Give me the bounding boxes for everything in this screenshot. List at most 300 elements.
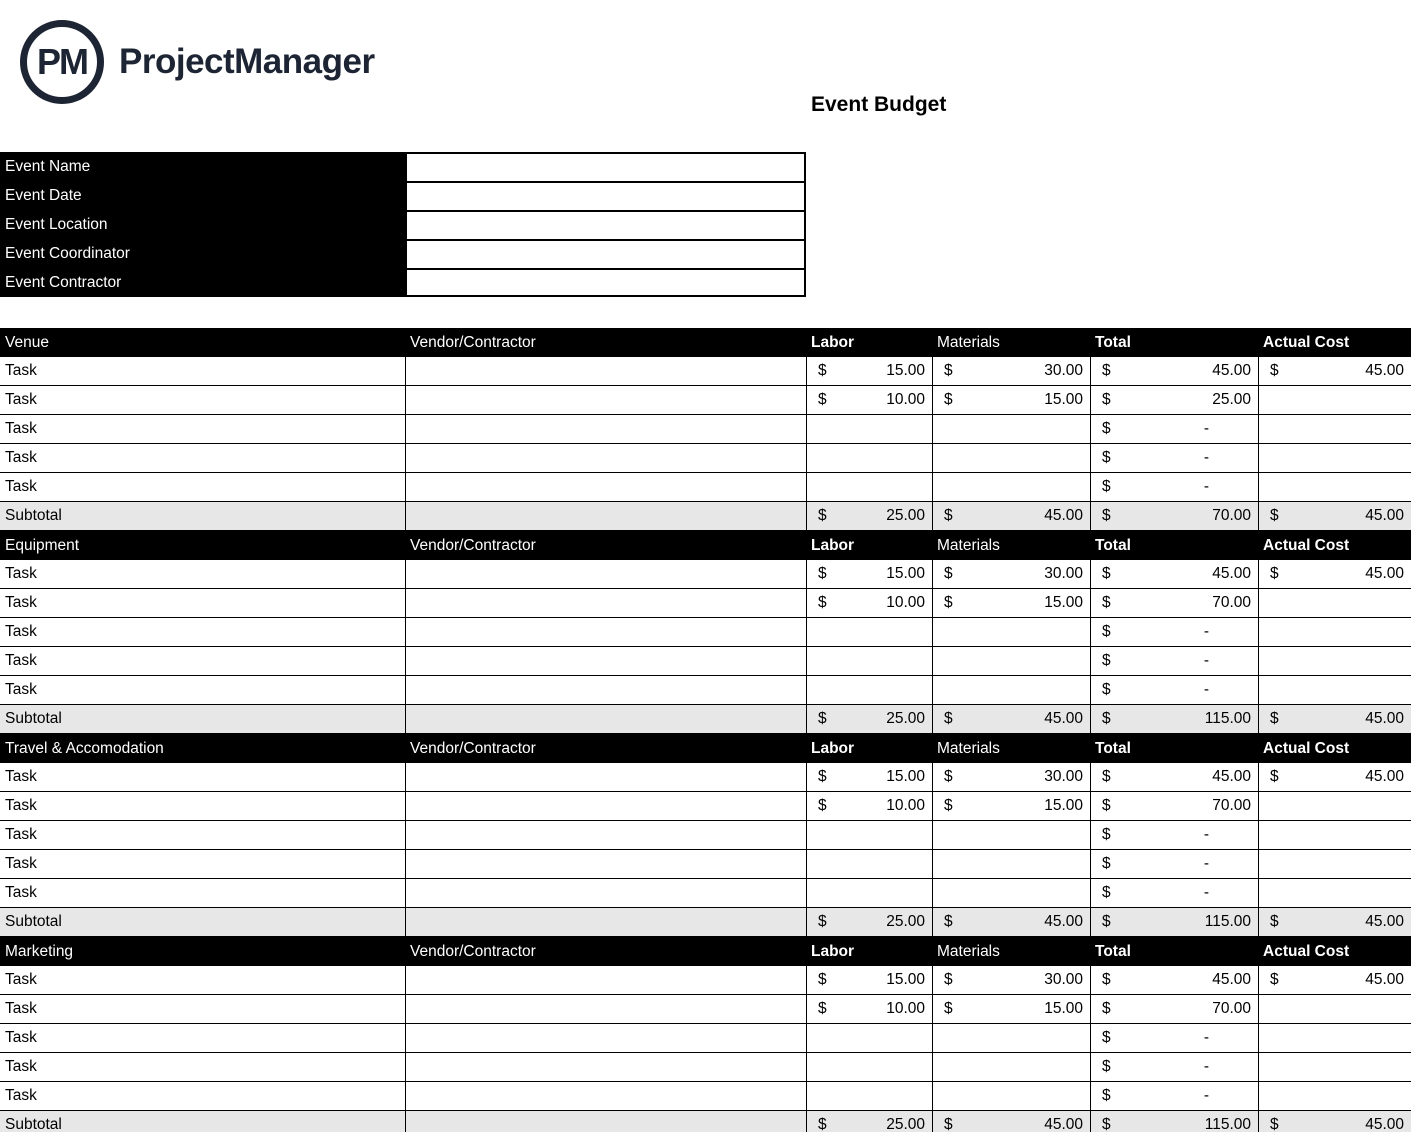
column-header-materials: Materials — [937, 537, 1000, 554]
materials-cell[interactable] — [932, 589, 1090, 618]
actual-cost-cell[interactable] — [1258, 415, 1411, 444]
total-cell[interactable] — [1090, 1053, 1258, 1082]
amount-value: - — [1203, 1087, 1209, 1104]
column-header-total: Total — [1095, 740, 1131, 757]
amount-value: 115.00 — [1204, 1116, 1251, 1132]
labor-cell[interactable] — [806, 386, 932, 415]
task-label-cell[interactable]: Task — [0, 473, 405, 502]
event-info-input[interactable] — [405, 239, 806, 268]
currency-symbol: $ — [1102, 565, 1111, 582]
amount-value: 45.00 — [1365, 362, 1404, 379]
currency-symbol: $ — [944, 594, 953, 611]
amount-value: 15.00 — [886, 971, 925, 988]
task-row — [0, 647, 1411, 676]
vendor-cell[interactable] — [405, 763, 806, 792]
section-title: Marketing — [5, 943, 74, 960]
vendor-cell[interactable] — [405, 1082, 806, 1111]
budget-table — [0, 328, 1411, 1132]
labor-cell[interactable] — [806, 444, 932, 473]
amount-value: 10.00 — [886, 594, 925, 611]
total-cell[interactable] — [1090, 473, 1258, 502]
materials-cell[interactable] — [932, 879, 1090, 908]
subtotal-label-cell: Subtotal — [0, 705, 405, 734]
currency-symbol: $ — [1102, 623, 1111, 640]
column-header-vendor: Vendor/Contractor — [410, 334, 536, 351]
amount-value: 30.00 — [1044, 362, 1083, 379]
amount-value: 15.00 — [1044, 1000, 1083, 1017]
event-info-row — [0, 152, 806, 181]
currency-symbol: $ — [1270, 362, 1279, 379]
task-label-cell[interactable]: Task — [0, 386, 405, 415]
labor-cell[interactable] — [806, 879, 932, 908]
amount-value: - — [1203, 681, 1209, 698]
currency-symbol: $ — [1102, 710, 1111, 727]
event-info-row — [0, 268, 806, 297]
currency-symbol: $ — [944, 797, 953, 814]
task-label-cell[interactable]: Task — [0, 995, 405, 1024]
amount-value: - — [1203, 623, 1209, 640]
actual-cost-cell[interactable] — [1258, 357, 1411, 386]
total-cell[interactable] — [1090, 560, 1258, 589]
labor-cell[interactable] — [806, 618, 932, 647]
actual-cost-cell[interactable] — [1258, 676, 1411, 705]
amount-value: 45.00 — [1212, 768, 1251, 785]
actual-cost-cell[interactable] — [1258, 1082, 1411, 1111]
task-label-cell[interactable]: Task — [0, 966, 405, 995]
currency-symbol: $ — [818, 565, 827, 582]
task-row — [0, 1082, 1411, 1111]
labor-cell[interactable] — [806, 763, 932, 792]
amount-value: - — [1203, 884, 1209, 901]
column-header-actual-cost: Actual Cost — [1263, 537, 1350, 554]
vendor-cell[interactable] — [405, 850, 806, 879]
amount-value: 30.00 — [1044, 971, 1083, 988]
materials-cell[interactable] — [932, 386, 1090, 415]
vendor-cell[interactable] — [405, 589, 806, 618]
materials-cell[interactable] — [932, 618, 1090, 647]
materials-cell[interactable] — [932, 357, 1090, 386]
task-row — [0, 415, 1411, 444]
task-label-cell[interactable]: Task — [0, 357, 405, 386]
task-label-cell[interactable]: Task — [0, 589, 405, 618]
total-cell[interactable] — [1090, 618, 1258, 647]
currency-symbol: $ — [818, 1116, 827, 1132]
subtotal-vendor-cell — [405, 502, 806, 531]
currency-symbol: $ — [1102, 1087, 1111, 1104]
currency-symbol: $ — [818, 710, 827, 727]
amount-value: 15.00 — [1044, 391, 1083, 408]
materials-cell[interactable] — [932, 415, 1090, 444]
amount-value: 45.00 — [1212, 971, 1251, 988]
materials-cell[interactable] — [932, 473, 1090, 502]
task-row — [0, 618, 1411, 647]
task-row — [0, 473, 1411, 502]
event-info-table — [0, 152, 806, 297]
vendor-cell[interactable] — [405, 415, 806, 444]
actual-cost-cell[interactable] — [1258, 792, 1411, 821]
total-cell[interactable] — [1090, 966, 1258, 995]
column-header-vendor: Vendor/Contractor — [410, 740, 536, 757]
labor-cell[interactable] — [806, 1053, 932, 1082]
subtotal-label-cell: Subtotal — [0, 502, 405, 531]
currency-symbol: $ — [1102, 681, 1111, 698]
amount-value: 115.00 — [1204, 710, 1251, 727]
currency-symbol: $ — [1102, 884, 1111, 901]
amount-value: 115.00 — [1204, 913, 1251, 930]
subtotal-row — [0, 1111, 1411, 1132]
labor-cell[interactable] — [806, 589, 932, 618]
vendor-cell[interactable] — [405, 1053, 806, 1082]
actual-cost-cell[interactable] — [1258, 647, 1411, 676]
actual-cost-cell[interactable] — [1258, 1053, 1411, 1082]
amount-value: 10.00 — [886, 797, 925, 814]
currency-symbol: $ — [818, 971, 827, 988]
labor-cell[interactable] — [806, 676, 932, 705]
event-info-row — [0, 210, 806, 239]
vendor-cell[interactable] — [405, 444, 806, 473]
column-header-actual-cost: Actual Cost — [1263, 334, 1350, 351]
currency-symbol: $ — [1270, 768, 1279, 785]
amount-value: 25.00 — [886, 913, 925, 930]
subtotal-row — [0, 705, 1411, 734]
labor-cell[interactable] — [806, 966, 932, 995]
currency-symbol: $ — [1270, 507, 1279, 524]
amount-value: 25.00 — [886, 710, 925, 727]
materials-cell[interactable] — [932, 444, 1090, 473]
event-info-row — [0, 239, 806, 268]
amount-value: 15.00 — [886, 768, 925, 785]
vendor-cell[interactable] — [405, 473, 806, 502]
amount-value: 45.00 — [1365, 507, 1404, 524]
amount-value: - — [1203, 1029, 1209, 1046]
task-row — [0, 676, 1411, 705]
actual-cost-cell[interactable] — [1258, 995, 1411, 1024]
subtotal-actual-cost-cell[interactable] — [1258, 908, 1411, 937]
currency-symbol: $ — [944, 565, 953, 582]
total-cell[interactable] — [1090, 386, 1258, 415]
task-row — [0, 1024, 1411, 1053]
labor-cell[interactable] — [806, 560, 932, 589]
subtotal-materials-cell[interactable] — [932, 502, 1090, 531]
labor-cell[interactable] — [806, 647, 932, 676]
currency-symbol: $ — [1102, 826, 1111, 843]
materials-cell[interactable] — [932, 850, 1090, 879]
column-header-labor: Labor — [811, 740, 855, 757]
amount-value: - — [1203, 449, 1209, 466]
total-cell[interactable] — [1090, 879, 1258, 908]
task-row — [0, 589, 1411, 618]
amount-value: 70.00 — [1212, 594, 1251, 611]
currency-symbol: $ — [1102, 391, 1111, 408]
amount-value: 45.00 — [1365, 710, 1404, 727]
total-cell[interactable] — [1090, 676, 1258, 705]
subtotal-materials-cell[interactable] — [932, 1111, 1090, 1132]
currency-symbol: $ — [1102, 768, 1111, 785]
amount-value: 15.00 — [1044, 594, 1083, 611]
task-row — [0, 1053, 1411, 1082]
materials-cell[interactable] — [932, 792, 1090, 821]
currency-symbol: $ — [818, 362, 827, 379]
amount-value: 45.00 — [1365, 565, 1404, 582]
task-label-cell[interactable]: Task — [0, 618, 405, 647]
materials-cell[interactable] — [932, 763, 1090, 792]
total-cell[interactable] — [1090, 589, 1258, 618]
task-label-cell[interactable]: Task — [0, 1082, 405, 1111]
labor-cell[interactable] — [806, 821, 932, 850]
actual-cost-cell[interactable] — [1258, 560, 1411, 589]
amount-value: - — [1203, 420, 1209, 437]
task-label-cell[interactable]: Task — [0, 415, 405, 444]
currency-symbol: $ — [944, 913, 953, 930]
amount-value: 15.00 — [886, 362, 925, 379]
labor-cell[interactable] — [806, 415, 932, 444]
event-info-label: Event Name — [0, 152, 405, 181]
labor-cell[interactable] — [806, 1082, 932, 1111]
total-cell[interactable] — [1090, 647, 1258, 676]
labor-cell[interactable] — [806, 357, 932, 386]
section-title: Equipment — [5, 537, 80, 554]
subtotal-vendor-cell — [405, 1111, 806, 1132]
subtotal-label-cell: Subtotal — [0, 908, 405, 937]
currency-symbol: $ — [1102, 797, 1111, 814]
amount-value: 30.00 — [1044, 565, 1083, 582]
task-label-cell[interactable]: Task — [0, 1024, 405, 1053]
task-label-cell[interactable]: Task — [0, 879, 405, 908]
vendor-cell[interactable] — [405, 647, 806, 676]
materials-cell[interactable] — [932, 647, 1090, 676]
currency-symbol: $ — [1102, 478, 1111, 495]
currency-symbol: $ — [1102, 362, 1111, 379]
total-cell[interactable] — [1090, 821, 1258, 850]
labor-cell[interactable] — [806, 850, 932, 879]
task-row — [0, 850, 1411, 879]
vendor-cell[interactable] — [405, 821, 806, 850]
currency-symbol: $ — [1102, 1116, 1111, 1132]
currency-symbol: $ — [1102, 1000, 1111, 1017]
task-row — [0, 444, 1411, 473]
amount-value: 45.00 — [1365, 913, 1404, 930]
materials-cell[interactable] — [932, 560, 1090, 589]
currency-symbol: $ — [1102, 913, 1111, 930]
section-title: Travel & Accomodation — [5, 740, 164, 757]
event-info-input[interactable] — [405, 268, 806, 297]
task-row — [0, 357, 1411, 386]
amount-value: 45.00 — [1044, 710, 1083, 727]
task-row — [0, 763, 1411, 792]
event-info-label: Event Contractor — [0, 268, 405, 297]
currency-symbol: $ — [1102, 594, 1111, 611]
amount-value: - — [1203, 855, 1209, 872]
vendor-cell[interactable] — [405, 966, 806, 995]
amount-value: 45.00 — [1365, 1116, 1404, 1132]
subtotal-labor-cell[interactable] — [806, 705, 932, 734]
amount-value: 25.00 — [886, 1116, 925, 1132]
amount-value: 25.00 — [1212, 391, 1251, 408]
materials-cell[interactable] — [932, 1053, 1090, 1082]
currency-symbol: $ — [1102, 652, 1111, 669]
total-cell[interactable] — [1090, 1082, 1258, 1111]
column-header-actual-cost: Actual Cost — [1263, 943, 1350, 960]
subtotal-total-cell[interactable] — [1090, 1111, 1258, 1132]
amount-value: - — [1203, 652, 1209, 669]
amount-value: 70.00 — [1212, 1000, 1251, 1017]
vendor-cell[interactable] — [405, 879, 806, 908]
actual-cost-cell[interactable] — [1258, 386, 1411, 415]
task-row — [0, 560, 1411, 589]
currency-symbol: $ — [1102, 507, 1111, 524]
total-cell[interactable] — [1090, 763, 1258, 792]
column-header-materials: Materials — [937, 334, 1000, 351]
currency-symbol: $ — [944, 971, 953, 988]
task-label-cell[interactable]: Task — [0, 444, 405, 473]
amount-value: - — [1203, 1058, 1209, 1075]
event-info-label: Event Date — [0, 181, 405, 210]
labor-cell[interactable] — [806, 995, 932, 1024]
column-header-labor: Labor — [811, 334, 855, 351]
budget-section-marketing — [0, 937, 1411, 1132]
subtotal-actual-cost-cell[interactable] — [1258, 705, 1411, 734]
column-header-total: Total — [1095, 943, 1131, 960]
task-label-cell[interactable]: Task — [0, 647, 405, 676]
materials-cell[interactable] — [932, 995, 1090, 1024]
currency-symbol: $ — [1270, 710, 1279, 727]
task-label-cell[interactable]: Task — [0, 821, 405, 850]
currency-symbol: $ — [818, 594, 827, 611]
actual-cost-cell[interactable] — [1258, 589, 1411, 618]
total-cell[interactable] — [1090, 1024, 1258, 1053]
event-info-input[interactable] — [405, 152, 806, 181]
subtotal-total-cell[interactable] — [1090, 502, 1258, 531]
task-row — [0, 995, 1411, 1024]
subtotal-total-cell[interactable] — [1090, 908, 1258, 937]
task-row — [0, 821, 1411, 850]
total-cell[interactable] — [1090, 995, 1258, 1024]
currency-symbol: $ — [818, 507, 827, 524]
task-label-cell[interactable]: Task — [0, 792, 405, 821]
actual-cost-cell[interactable] — [1258, 821, 1411, 850]
subtotal-labor-cell[interactable] — [806, 908, 932, 937]
currency-symbol: $ — [944, 768, 953, 785]
event-info-input[interactable] — [405, 210, 806, 239]
subtotal-row — [0, 908, 1411, 937]
section-header-row — [0, 531, 1411, 560]
actual-cost-cell[interactable] — [1258, 444, 1411, 473]
total-cell[interactable] — [1090, 444, 1258, 473]
brand-name: ProjectManager — [119, 42, 375, 81]
subtotal-label-cell: Subtotal — [0, 1111, 405, 1132]
total-cell[interactable] — [1090, 792, 1258, 821]
currency-symbol: $ — [944, 1000, 953, 1017]
amount-value: 45.00 — [1212, 565, 1251, 582]
column-header-labor: Labor — [811, 943, 855, 960]
currency-symbol: $ — [1102, 1058, 1111, 1075]
currency-symbol: $ — [1102, 971, 1111, 988]
vendor-cell[interactable] — [405, 676, 806, 705]
currency-symbol: $ — [944, 362, 953, 379]
subtotal-total-cell[interactable] — [1090, 705, 1258, 734]
labor-cell[interactable] — [806, 792, 932, 821]
amount-value: 45.00 — [1212, 362, 1251, 379]
currency-symbol: $ — [1102, 449, 1111, 466]
task-row — [0, 386, 1411, 415]
actual-cost-cell[interactable] — [1258, 966, 1411, 995]
vendor-cell[interactable] — [405, 1024, 806, 1053]
actual-cost-cell[interactable] — [1258, 1024, 1411, 1053]
task-label-cell[interactable]: Task — [0, 676, 405, 705]
column-header-vendor: Vendor/Contractor — [410, 943, 536, 960]
vendor-cell[interactable] — [405, 995, 806, 1024]
materials-cell[interactable] — [932, 966, 1090, 995]
currency-symbol: $ — [1102, 855, 1111, 872]
currency-symbol: $ — [1270, 913, 1279, 930]
actual-cost-cell[interactable] — [1258, 618, 1411, 647]
task-label-cell[interactable]: Task — [0, 1053, 405, 1082]
materials-cell[interactable] — [932, 1024, 1090, 1053]
vendor-cell[interactable] — [405, 357, 806, 386]
subtotal-labor-cell[interactable] — [806, 502, 932, 531]
pm-monogram-text: PM — [37, 41, 87, 82]
task-label-cell[interactable]: Task — [0, 560, 405, 589]
vendor-cell[interactable] — [405, 386, 806, 415]
column-header-labor: Labor — [811, 537, 855, 554]
total-cell[interactable] — [1090, 415, 1258, 444]
currency-symbol: $ — [1270, 1116, 1279, 1132]
event-info-input[interactable] — [405, 181, 806, 210]
subtotal-actual-cost-cell[interactable] — [1258, 1111, 1411, 1132]
actual-cost-cell[interactable] — [1258, 850, 1411, 879]
column-header-vendor: Vendor/Contractor — [410, 537, 536, 554]
pm-monogram-icon — [20, 20, 104, 104]
subtotal-materials-cell[interactable] — [932, 908, 1090, 937]
currency-symbol: $ — [944, 391, 953, 408]
currency-symbol: $ — [818, 913, 827, 930]
subtotal-row — [0, 502, 1411, 531]
vendor-cell[interactable] — [405, 792, 806, 821]
vendor-cell[interactable] — [405, 560, 806, 589]
task-label-cell[interactable]: Task — [0, 850, 405, 879]
materials-cell[interactable] — [932, 1082, 1090, 1111]
actual-cost-cell[interactable] — [1258, 879, 1411, 908]
subtotal-materials-cell[interactable] — [932, 705, 1090, 734]
amount-value: 15.00 — [886, 565, 925, 582]
currency-symbol: $ — [944, 710, 953, 727]
subtotal-actual-cost-cell[interactable] — [1258, 502, 1411, 531]
column-header-materials: Materials — [937, 943, 1000, 960]
amount-value: 10.00 — [886, 391, 925, 408]
amount-value: 70.00 — [1212, 797, 1251, 814]
labor-cell[interactable] — [806, 1024, 932, 1053]
budget-section-equipment — [0, 531, 1411, 734]
column-header-total: Total — [1095, 537, 1131, 554]
page-title: Event Budget — [811, 93, 947, 116]
total-cell[interactable] — [1090, 850, 1258, 879]
total-cell[interactable] — [1090, 357, 1258, 386]
currency-symbol: $ — [818, 768, 827, 785]
amount-value: - — [1203, 478, 1209, 495]
amount-value: 45.00 — [1044, 1116, 1083, 1132]
materials-cell[interactable] — [932, 821, 1090, 850]
actual-cost-cell[interactable] — [1258, 473, 1411, 502]
actual-cost-cell[interactable] — [1258, 763, 1411, 792]
currency-symbol: $ — [1102, 420, 1111, 437]
currency-symbol: $ — [818, 1000, 827, 1017]
vendor-cell[interactable] — [405, 618, 806, 647]
materials-cell[interactable] — [932, 676, 1090, 705]
labor-cell[interactable] — [806, 473, 932, 502]
subtotal-labor-cell[interactable] — [806, 1111, 932, 1132]
task-row — [0, 792, 1411, 821]
task-label-cell[interactable]: Task — [0, 763, 405, 792]
